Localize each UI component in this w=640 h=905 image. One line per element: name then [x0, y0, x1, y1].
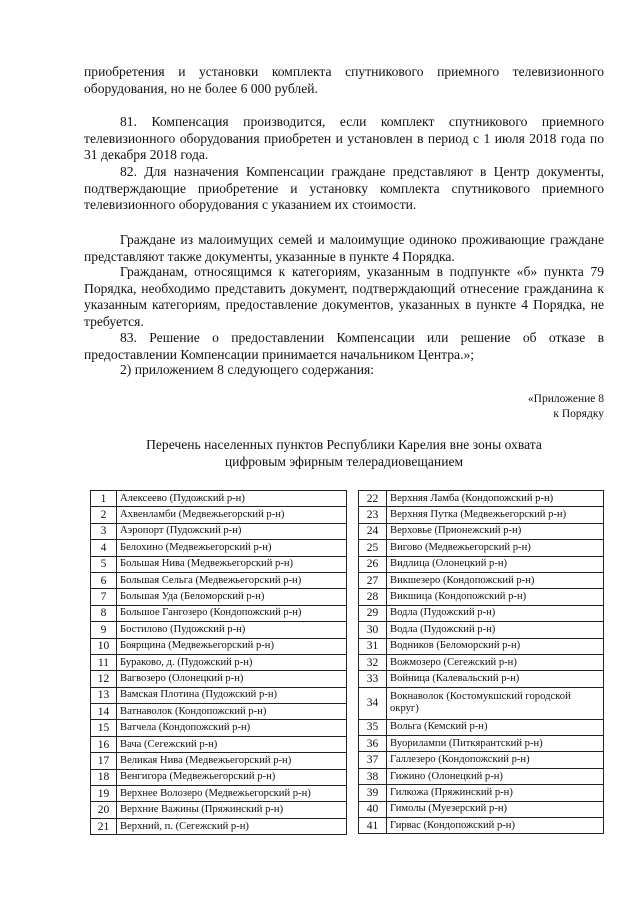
paragraph-82: 82. Для назначения Компенсации граждане представляют в Центр документы, подтверждающие приобретение и установку комплекта спутникового приемного телевизионного оборудования с указанием их стоимости. — [84, 164, 604, 213]
row-number: 22 — [359, 491, 387, 507]
table-row — [359, 768, 604, 784]
table-row — [91, 589, 347, 605]
row-number: 30 — [359, 622, 387, 638]
settlement-name: Вигово (Медвежьегорский р-н) — [387, 540, 604, 556]
row-number: 15 — [91, 720, 117, 736]
list-title-line-1: Перечень населенных пунктов Республики Карелия вне зоны охвата — [146, 437, 542, 452]
settlement-name: Верхняя Ламба (Кондопожский р-н) — [387, 491, 604, 507]
settlement-name: Гирвас (Кондопожский р-н) — [387, 818, 604, 834]
table-row — [91, 572, 347, 588]
row-number: 33 — [359, 671, 387, 687]
table-row — [359, 540, 604, 556]
table-row — [359, 736, 604, 752]
settlement-name: Бостилово (Пудожский р-н) — [117, 622, 347, 638]
row-number: 20 — [91, 802, 117, 818]
row-number: 37 — [359, 752, 387, 768]
row-number: 7 — [91, 589, 117, 605]
row-number: 35 — [359, 719, 387, 735]
settlement-name: Белохино (Медвежьегорский р-н) — [117, 540, 347, 556]
table-row — [91, 540, 347, 556]
row-number: 9 — [91, 622, 117, 638]
settlement-name: Алексеево (Пудожский р-н) — [117, 491, 347, 507]
row-number: 11 — [91, 654, 117, 670]
row-number: 3 — [91, 523, 117, 539]
row-number: 14 — [91, 704, 117, 720]
table-row — [359, 491, 604, 507]
table-row — [359, 507, 604, 523]
row-number: 28 — [359, 589, 387, 605]
settlement-name: Большое Гангозеро (Кондопожский р-н) — [117, 605, 347, 621]
settlements-table-right — [358, 490, 604, 834]
paragraph-low-income: Граждане из малоимущих семей и малоимущие одиноко проживающие граждане представляют также документы, указанные в пункте 4 Порядка. — [84, 232, 604, 264]
settlement-name: Большая Уда (Беломорский р-н) — [117, 589, 347, 605]
table-row — [91, 769, 347, 785]
settlement-name: Ахвенламби (Медвежьегорский р-н) — [117, 507, 347, 523]
row-number: 40 — [359, 801, 387, 817]
settlement-name: Вача (Сегежский р-н) — [117, 736, 347, 752]
settlement-name: Верхний, п. (Сегежский р-н) — [117, 818, 347, 834]
row-number: 39 — [359, 785, 387, 801]
settlement-name: Галлезеро (Кондопожский р-н) — [387, 752, 604, 768]
table-row — [91, 622, 347, 638]
settlement-name: Ватнаволок (Кондопожский р-н) — [117, 704, 347, 720]
row-number: 5 — [91, 556, 117, 572]
settlement-name: Викшица (Кондопожский р-н) — [387, 589, 604, 605]
settlement-name: Венгигора (Медвежьегорский р-н) — [117, 769, 347, 785]
row-number: 12 — [91, 671, 117, 687]
settlements-table-left — [90, 490, 347, 835]
settlement-name: Верхние Важины (Пряжинский р-н) — [117, 802, 347, 818]
paragraph-continuation: приобретения и установки комплекта спутникового приемного телевизионного оборудования, но не более 6 000 рублей. — [84, 64, 604, 96]
row-number: 38 — [359, 768, 387, 784]
row-number: 10 — [91, 638, 117, 654]
table-row — [91, 802, 347, 818]
row-number: 27 — [359, 572, 387, 588]
row-number: 8 — [91, 605, 117, 621]
settlement-name: Вагвозеро (Олонецкий р-н) — [117, 671, 347, 687]
table-row — [359, 605, 604, 621]
table-row — [91, 687, 347, 703]
table-row — [91, 671, 347, 687]
table-row — [91, 654, 347, 670]
settlement-name: Боярщина (Медвежьегорский р-н) — [117, 638, 347, 654]
row-number: 32 — [359, 654, 387, 670]
settlement-name: Гилкожа (Пряжинский р-н) — [387, 785, 604, 801]
table-row — [91, 556, 347, 572]
table-row — [91, 605, 347, 621]
settlement-name: Аэропорт (Пудожский р-н) — [117, 523, 347, 539]
settlement-name: Вуорилампи (Питкярантский р-н) — [387, 736, 604, 752]
list-title — [84, 436, 604, 470]
row-number: 26 — [359, 556, 387, 572]
table-row — [91, 753, 347, 769]
table-row — [91, 491, 347, 507]
table-row — [359, 801, 604, 817]
row-number: 16 — [91, 736, 117, 752]
table-row — [91, 704, 347, 720]
settlement-name: Видлица (Олонецкий р-н) — [387, 556, 604, 572]
settlement-name: Бураково, д. (Пудожский р-н) — [117, 654, 347, 670]
row-number: 23 — [359, 507, 387, 523]
row-number: 18 — [91, 769, 117, 785]
table-row — [359, 654, 604, 670]
paragraph-categories: Гражданам, относящимся к категориям, указанным в подпункте «б» пункта 79 Порядка, необходимо представить документ, подтверждающий отнесение гражданина к указанным категориям, предоставление документов, указанных в пункте 4 Порядка, не требуется. — [84, 264, 604, 329]
table-row — [359, 752, 604, 768]
table-row — [91, 736, 347, 752]
row-number: 13 — [91, 687, 117, 703]
appendix-header — [528, 392, 604, 421]
settlement-name: Водла (Пудожский р-н) — [387, 622, 604, 638]
table-row — [359, 589, 604, 605]
settlement-name: Водников (Беломорский р-н) — [387, 638, 604, 654]
table-row — [91, 818, 347, 834]
row-number: 1 — [91, 491, 117, 507]
table-row — [91, 786, 347, 802]
table-row — [359, 785, 604, 801]
settlement-name: Вокнаволок (Костомукшский городской округ) — [387, 687, 604, 719]
table-row — [359, 622, 604, 638]
table-row — [91, 720, 347, 736]
list-title-line-2: цифровым эфирным телерадиовещанием — [224, 454, 464, 469]
settlement-name: Вожмозеро (Сегежский р-н) — [387, 654, 604, 670]
settlement-name: Вольга (Кемский р-н) — [387, 719, 604, 735]
row-number: 34 — [359, 687, 387, 719]
row-number: 41 — [359, 818, 387, 834]
table-row — [359, 719, 604, 735]
settlement-name: Верхнее Волозеро (Медвежьегорский р-н) — [117, 786, 347, 802]
settlement-name: Водла (Пудожский р-н) — [387, 605, 604, 621]
settlement-name: Викшезеро (Кондопожский р-н) — [387, 572, 604, 588]
settlement-name: Большая Нива (Медвежьегорский р-н) — [117, 556, 347, 572]
settlement-name: Великая Нива (Медвежьегорский р-н) — [117, 753, 347, 769]
table-row — [359, 572, 604, 588]
table-row — [91, 507, 347, 523]
row-number: 6 — [91, 572, 117, 588]
row-number: 17 — [91, 753, 117, 769]
settlement-name: Вамская Плотина (Пудожский р-н) — [117, 687, 347, 703]
table-row — [359, 638, 604, 654]
settlement-name: Верховье (Прионежский р-н) — [387, 523, 604, 539]
row-number: 29 — [359, 605, 387, 621]
row-number: 4 — [91, 540, 117, 556]
settlement-name: Войница (Калевальский р-н) — [387, 671, 604, 687]
table-row — [91, 523, 347, 539]
settlement-name: Гижино (Олонецкий р-н) — [387, 768, 604, 784]
paragraph-appendix-intro: 2) приложением 8 следующего содержания: — [120, 362, 374, 377]
row-number: 21 — [91, 818, 117, 834]
row-number: 19 — [91, 786, 117, 802]
row-number: 36 — [359, 736, 387, 752]
settlement-name: Верхняя Путка (Медвежьегорский р-н) — [387, 507, 604, 523]
paragraph-81: 81. Компенсация производится, если комплект спутникового приемного телевизионного оборудования приобретен и установлен в период с 1 июля 2018 года по 31 декабря 2018 года. — [84, 114, 604, 163]
row-number: 25 — [359, 540, 387, 556]
settlement-name: Гимолы (Муезерский р-н) — [387, 801, 604, 817]
appendix-line-1: «Приложение 8 — [527, 393, 604, 405]
paragraph-83: 83. Решение о предоставлении Компенсации или решение об отказе в предоставлении Компенсации принимается начальником Центра.»; — [84, 330, 604, 362]
table-row — [359, 523, 604, 539]
row-number: 31 — [359, 638, 387, 654]
table-row — [91, 638, 347, 654]
table-row — [359, 671, 604, 687]
table-row — [359, 687, 604, 719]
row-number: 2 — [91, 507, 117, 523]
settlement-name: Большая Сельга (Медвежьегорский р-н) — [117, 572, 347, 588]
table-row — [359, 818, 604, 834]
settlement-name: Ватчела (Кондопожский р-н) — [117, 720, 347, 736]
table-row — [359, 556, 604, 572]
appendix-line-2: к Порядку — [553, 407, 604, 420]
row-number: 24 — [359, 523, 387, 539]
